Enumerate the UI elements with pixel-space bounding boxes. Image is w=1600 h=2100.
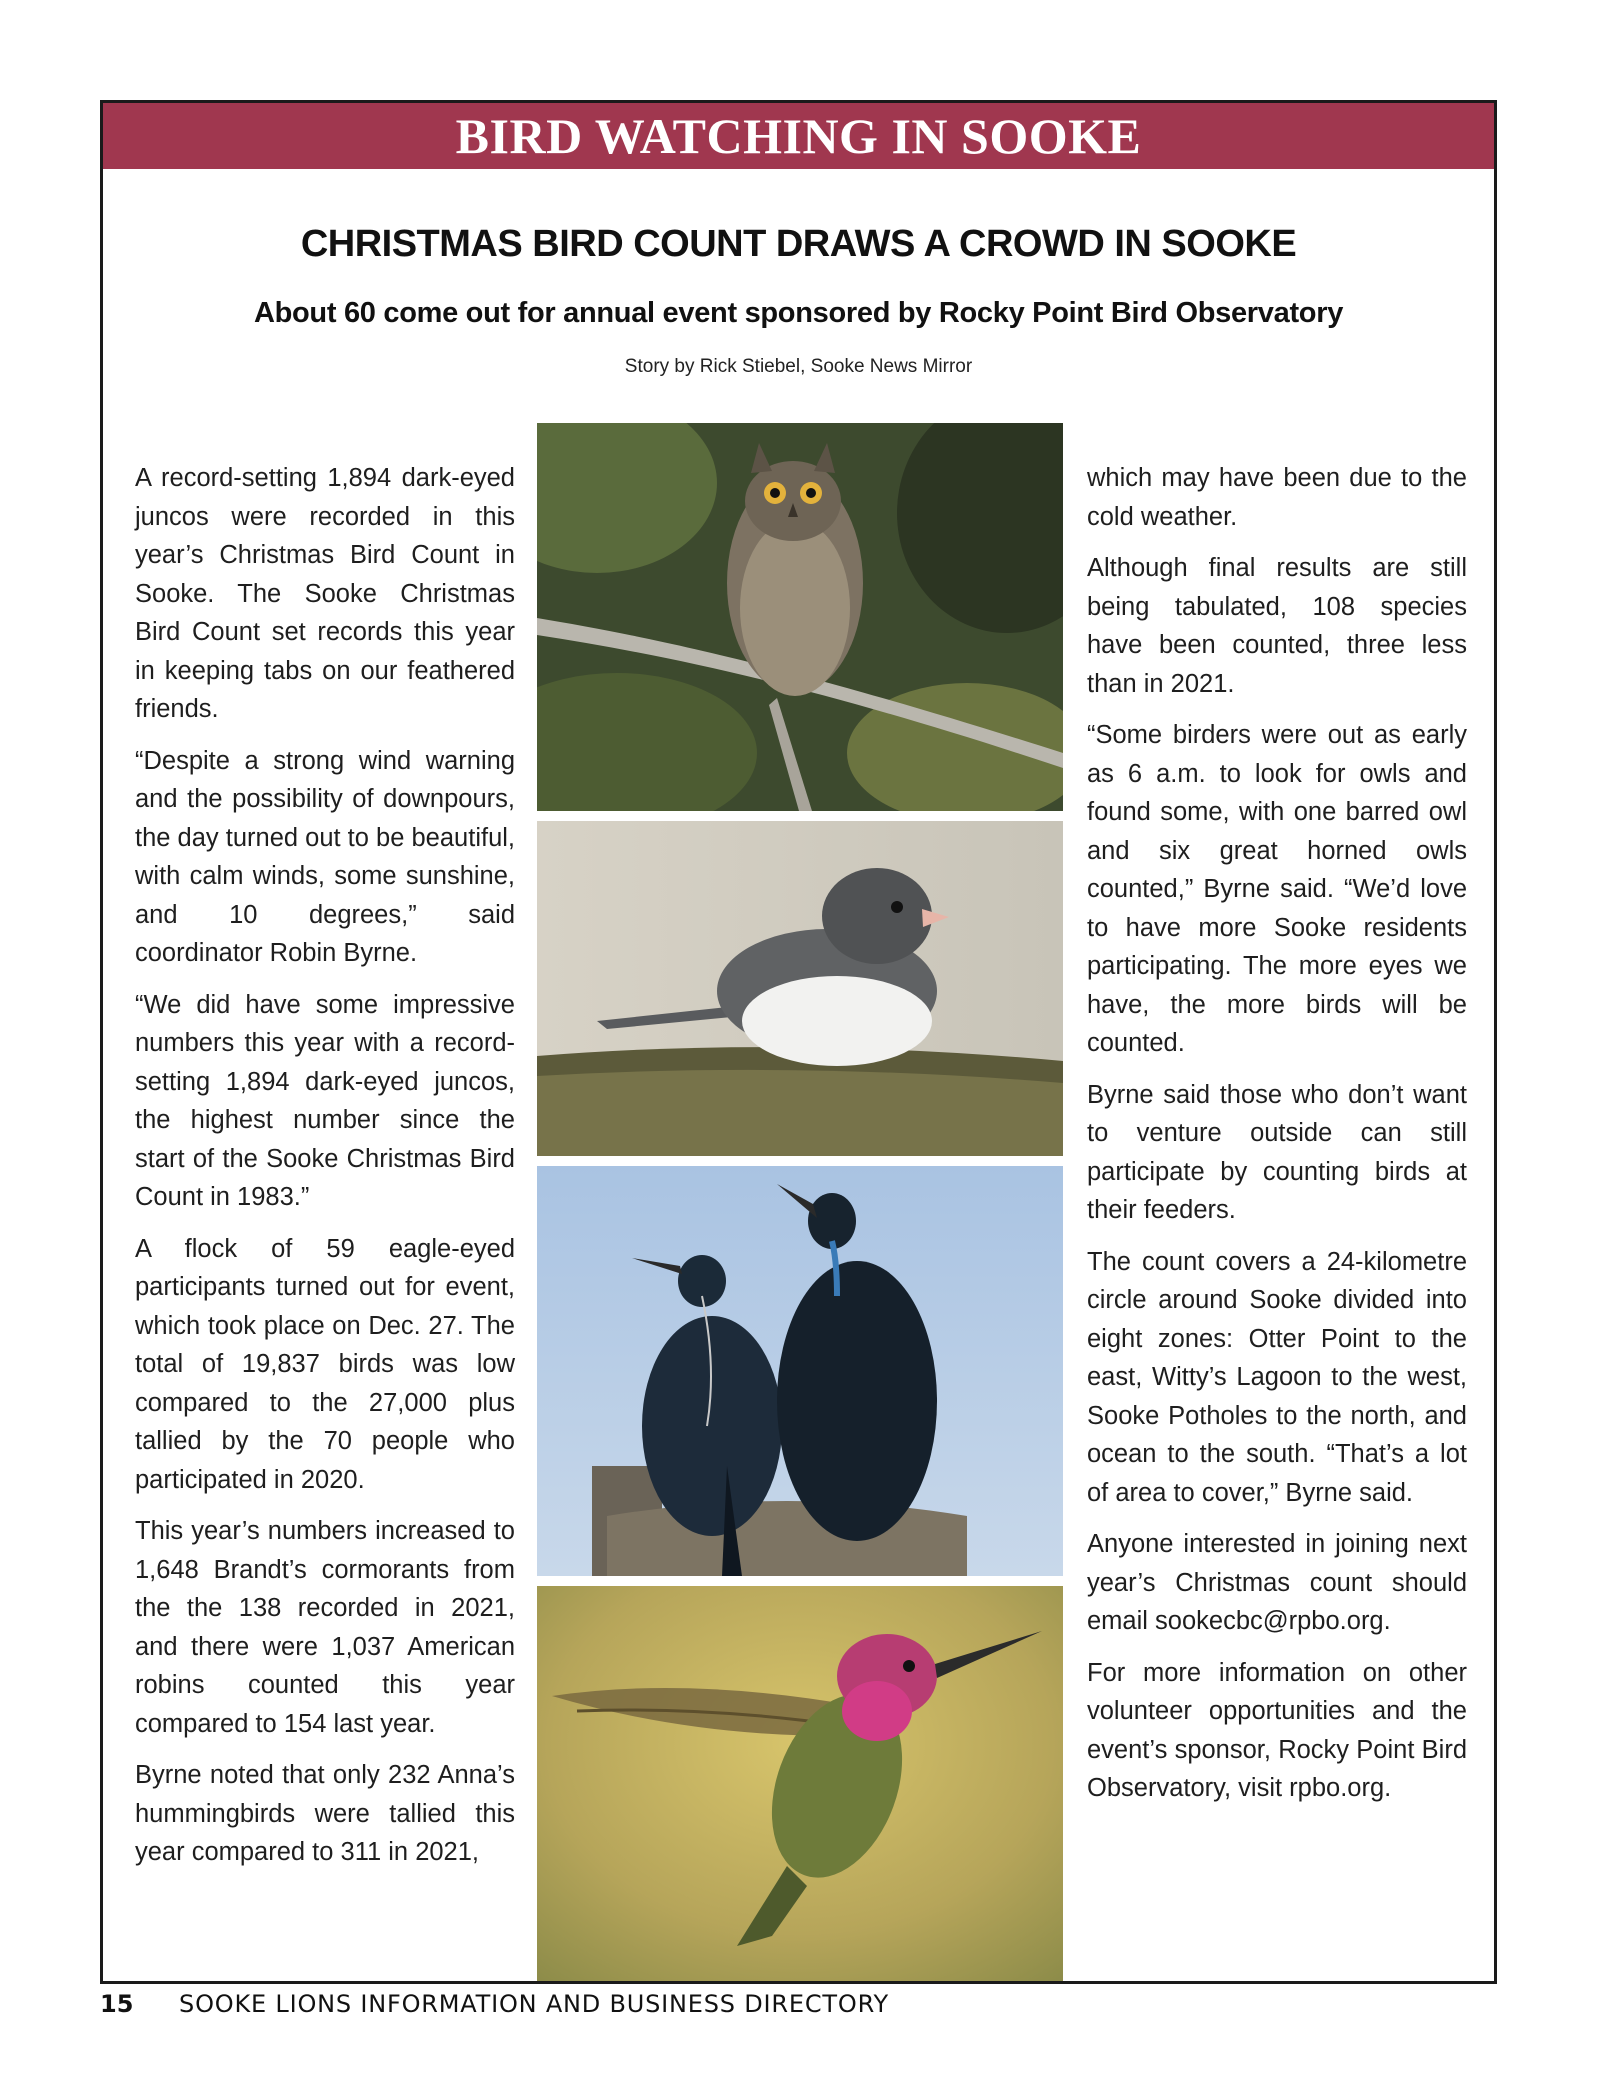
article-frame: [100, 100, 1497, 1984]
page-footer: [100, 1990, 889, 2018]
article-subhead: About 60 come out for annual event sponsored by Rocky Point Bird Observatory: [253, 297, 1344, 329]
brandts-cormorants-photo: [537, 1166, 1063, 1576]
paragraph: This year’s numbers increased to 1,648 Brandt’s cormorants from the the 138 recorded in 2021, and there were 1,037 American robins counted this year compared to 154 last year.: [135, 1517, 515, 1738]
paragraph: “We did have some impressive numbers this year with a record-setting 1,894 dark-eyed juncos, the highest number since the start of the Sooke Christmas Bird Count in 1983.”: [135, 990, 515, 1211]
paragraph: Byrne said those who don’t want to venture outside can still participate by counting birds at their feeders.: [1087, 1080, 1467, 1224]
left-column: [135, 459, 515, 1885]
paragraph: “Some birders were out as early as 6 a.m. to look for owls and found some, with one barred owl and six great horned owls counted,” Byrne said. “We’d love to have more Sooke residents participating. The more eyes we have, the more birds will be counted.: [1087, 721, 1467, 1057]
paragraph: For more information on other volunteer opportunities and the event’s sponsor, Rocky Point Bird Observatory, visit rpbo.org.: [1087, 1658, 1467, 1802]
publication-title: SOOKE LIONS INFORMATION AND BUSINESS DIRECTORY: [179, 1990, 889, 2018]
section-banner: BIRD WATCHING IN SOOKE: [103, 103, 1494, 169]
great-horned-owl-photo: [537, 423, 1063, 811]
article-headline: CHRISTMAS BIRD COUNT DRAWS A CROWD IN SOOKE: [300, 223, 1297, 265]
paragraph: which may have been due to the cold weather.: [1087, 464, 1467, 531]
paragraph: Byrne noted that only 232 Anna’s hummingbirds were tallied this year compared to 311 in 2021,: [135, 1761, 515, 1866]
paragraph: “Despite a strong wind warning and the possibility of downpours, the day turned out to be beautiful, with calm winds, some sunshine, and 10 degrees,” said coordinator Robin Byrne.: [135, 746, 515, 967]
paragraph: A record-setting 1,894 dark-eyed juncos were recorded in this year’s Christmas Bird Count in Sooke. The Sooke Christmas Bird Count set records this year in keeping tabs on our feathered friends.: [135, 464, 515, 723]
paragraph: A flock of 59 eagle-eyed participants turned out for event, which took place on Dec. 27. The total of 19,837 birds was low compared to the 27,000 plus tallied by the 70 people who participated in 2020.: [135, 1234, 515, 1494]
page-number: 15: [100, 1990, 134, 2018]
paragraph: Although final results are still being tabulated, 108 species have been counted, three less than in 2021.: [1087, 554, 1467, 698]
paragraph: The count covers a 24-kilometre circle around Sooke divided into eight zones: Otter Point to the east, Witty’s Lagoon to the west, Sooke Potholes to the north, and ocean to the south. “That’s a lot of area to cover,” Byrne said.: [1087, 1247, 1467, 1507]
right-column: [1087, 459, 1467, 1821]
dark-eyed-junco-photo: [537, 821, 1063, 1156]
annas-hummingbird-photo: [537, 1586, 1063, 1981]
article-byline: Story by Rick Stiebel, Sooke News Mirror: [624, 356, 973, 377]
paragraph: Anyone interested in joining next year’s Christmas count should email sookecbc@rpbo.org.: [1087, 1530, 1467, 1635]
